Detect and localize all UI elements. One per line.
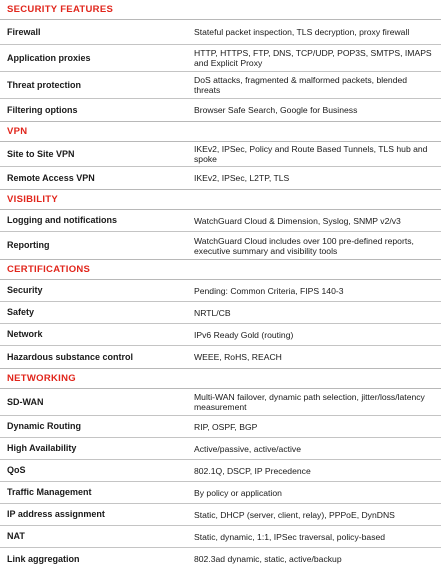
spec-label: NAT — [7, 531, 25, 541]
spec-label: Dynamic Routing — [7, 421, 82, 431]
spec-value: Active/passive, active/active — [194, 443, 301, 454]
spec-label: High Availability — [7, 443, 77, 453]
spec-value: HTTP, HTTPS, FTP, DNS, TCP/UDP, POP3S, SMTPS, IMAPS and Explicit Proxy — [194, 48, 432, 68]
spec-label: Site to Site VPN — [7, 148, 75, 159]
spec-row-ip-address-assignment — [0, 504, 441, 526]
spec-value: RIP, OSPF, BGP — [194, 421, 258, 432]
spec-value: By policy or application — [194, 487, 282, 498]
section-title-networking: NETWORKING — [0, 369, 441, 389]
spec-label: Logging and notifications — [7, 215, 117, 225]
spec-row-sd-wan — [0, 389, 441, 416]
spec-label: Threat protection — [7, 79, 82, 90]
spec-row-site-to-site-vpn — [0, 142, 441, 167]
spec-row-logging-and-notifications — [0, 210, 441, 232]
spec-label: Hazardous substance control — [7, 351, 134, 362]
section-title-security-features: SECURITY FEATURES — [0, 0, 441, 20]
spec-label: Network — [7, 329, 43, 339]
spec-row-remote-access-vpn — [0, 167, 441, 189]
section-networking — [0, 368, 441, 570]
spec-row-application-proxies — [0, 45, 441, 72]
section-certifications — [0, 259, 441, 368]
spec-row-dynamic-routing — [0, 416, 441, 438]
spec-label: Filtering options — [7, 104, 78, 115]
spec-label: Security — [7, 285, 43, 295]
spec-label: QoS — [7, 465, 26, 475]
spec-value: Static, DHCP (server, client, relay), PPPoE, DynDNS — [194, 509, 395, 520]
section-title-vpn: VPN — [0, 122, 441, 142]
spec-label: Link aggregation — [7, 553, 80, 564]
spec-row-traffic-management — [0, 482, 441, 504]
spec-value: Stateful packet inspection, TLS decryption, proxy firewall — [194, 27, 410, 37]
spec-value: WatchGuard Cloud & Dimension, Syslog, SNMP v2/v3 — [194, 215, 401, 226]
spec-value: 802.1Q, DSCP, IP Precedence — [194, 465, 311, 476]
spec-row-link-aggregation — [0, 548, 441, 570]
section-visibility — [0, 189, 441, 259]
spec-row-network — [0, 324, 441, 346]
spec-row-threat-protection — [0, 72, 441, 99]
spec-label: IP address assignment — [7, 509, 105, 519]
spec-value: Multi-WAN failover, dynamic path selection, jitter/loss/latency measurement — [194, 392, 425, 412]
spec-value: IKEv2, IPSec, Policy and Route Based Tunnels, TLS hub and spoke — [194, 144, 428, 164]
spec-label: Firewall — [7, 26, 41, 37]
spec-row-firewall — [0, 20, 441, 45]
spec-label: Reporting — [7, 240, 50, 250]
spec-label: Safety — [7, 307, 35, 317]
spec-value: IKEv2, IPSec, L2TP, TLS — [194, 173, 290, 183]
spec-value: WatchGuard Cloud includes over 100 pre-defined reports, executive summary and visibility tools — [194, 235, 414, 256]
section-security-features — [0, 0, 441, 121]
section-vpn — [0, 121, 441, 189]
spec-value: Browser Safe Search, Google for Business — [194, 105, 358, 115]
spec-value: WEEE, RoHS, REACH — [194, 352, 282, 362]
spec-row-qos — [0, 460, 441, 482]
spec-row-high-availability — [0, 438, 441, 460]
spec-label: Application proxies — [7, 52, 91, 63]
section-title-certifications: CERTIFICATIONS — [0, 260, 441, 280]
spec-row-nat — [0, 526, 441, 548]
spec-value: DoS attacks, fragmented & malformed packets, blended threats — [194, 75, 408, 95]
spec-value: NRTL/CB — [194, 307, 231, 318]
spec-row-safety — [0, 302, 441, 324]
spec-row-hazardous-substance-control — [0, 346, 441, 368]
spec-value: Pending: Common Criteria, FIPS 140-3 — [194, 285, 344, 296]
spec-value: Static, dynamic, 1:1, IPSec traversal, policy-based — [194, 531, 386, 542]
spec-row-filtering-options — [0, 99, 441, 121]
spec-row-reporting — [0, 232, 441, 259]
section-title-visibility: VISIBILITY — [0, 190, 441, 210]
spec-row-security — [0, 280, 441, 302]
spec-label: Traffic Management — [7, 487, 92, 497]
spec-label: SD-WAN — [7, 396, 44, 407]
spec-value: IPv6 Ready Gold (routing) — [194, 329, 294, 340]
spec-label: Remote Access VPN — [7, 172, 95, 183]
spec-value: 802.3ad dynamic, static, active/backup — [194, 554, 342, 564]
